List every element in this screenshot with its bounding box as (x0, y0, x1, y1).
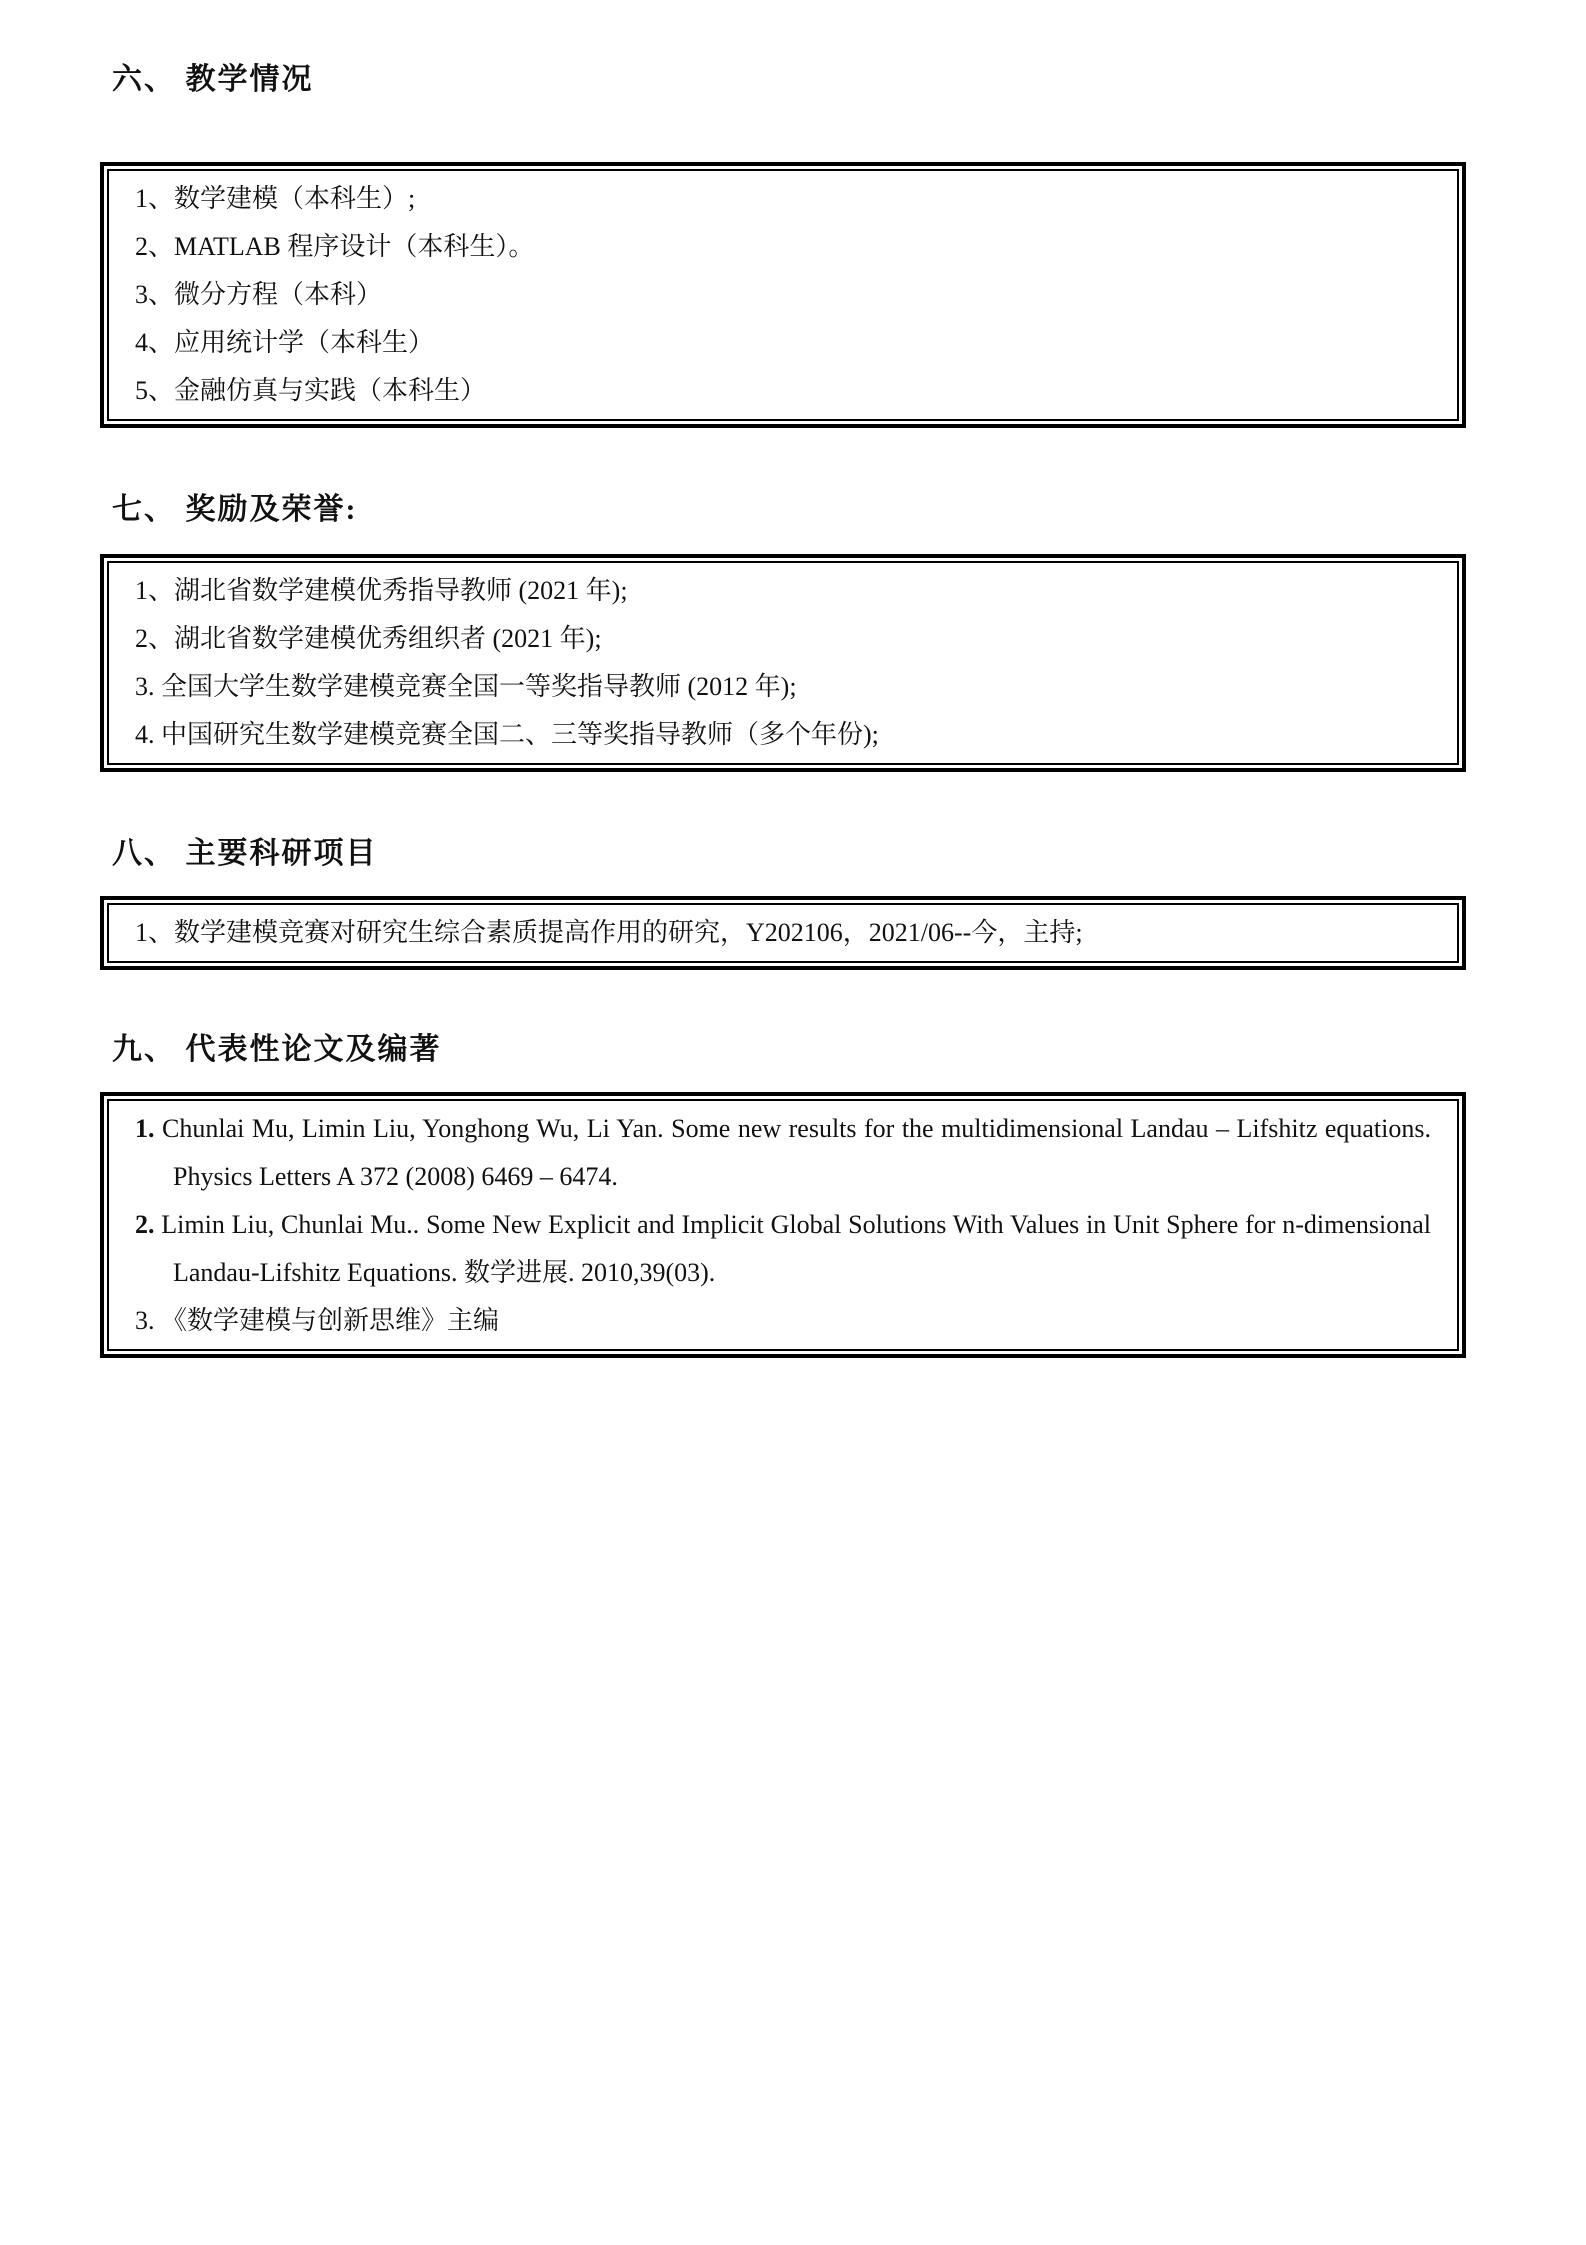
publication-text: Limin Liu, Chunlai Mu.. Some New Explicit and Implicit Global Solutions With Values in Unit Sphere for n-dimensional Landau-Lifshitz Equations. 数学进展. 2010,39(03). (161, 1210, 1431, 1287)
projects-section-heading: 八、 主要科研项目 (112, 837, 378, 870)
list-item: 4、应用统计学（本科生） (135, 328, 435, 357)
teaching-section-heading: 六、 教学情况 (112, 63, 314, 96)
teaching-list-box (100, 162, 1466, 428)
publication-item (135, 1105, 1431, 1201)
teaching-list-box-inner (107, 169, 1459, 421)
publication-text: Chunlai Mu, Limin Liu, Yonghong Wu, Li Yan. Some new results for the multidimensional Landau – Lifshitz equations. Physics Letters A 372 (2008) 6469 – 6474. (162, 1114, 1432, 1191)
publication-text: 《数学建模与创新思维》主编 (161, 1306, 500, 1335)
publication-item (135, 1297, 1431, 1345)
awards-list-box (100, 554, 1466, 772)
awards-list-box-inner (107, 561, 1459, 765)
publications-list-box-inner (107, 1099, 1459, 1351)
publications-section-heading: 九、 代表性论文及编著 (112, 1033, 442, 1066)
list-item: 4. 中国研究生数学建模竞赛全国二、三等奖指导教师（多个年份); (135, 720, 879, 749)
list-item: 5、金融仿真与实践（本科生） (135, 376, 487, 405)
projects-list-box (100, 896, 1466, 970)
publication-number: 1. (135, 1114, 155, 1143)
list-item: 1、湖北省数学建模优秀指导教师 (2021 年); (135, 576, 628, 605)
awards-section-heading: 七、 奖励及荣誉: (112, 493, 358, 526)
list-item: 1、数学建模（本科生）; (135, 184, 416, 213)
list-item: 2、湖北省数学建模优秀组织者 (2021 年); (135, 624, 602, 653)
projects-list-box-inner (107, 903, 1459, 963)
publication-number: 3. (135, 1306, 155, 1335)
publications-list-box (100, 1092, 1466, 1358)
list-item: 1、数学建模竞赛对研究生综合素质提高作用的研究，Y202106，2021/06--今，主持; (135, 918, 1083, 947)
list-item: 3、微分方程（本科） (135, 280, 383, 309)
list-item: 2、MATLAB 程序设计（本科生）。 (135, 232, 535, 261)
publication-number: 2. (135, 1210, 155, 1239)
publication-item (135, 1201, 1431, 1297)
list-item: 3. 全国大学生数学建模竞赛全国一等奖指导教师 (2012 年); (135, 672, 797, 701)
